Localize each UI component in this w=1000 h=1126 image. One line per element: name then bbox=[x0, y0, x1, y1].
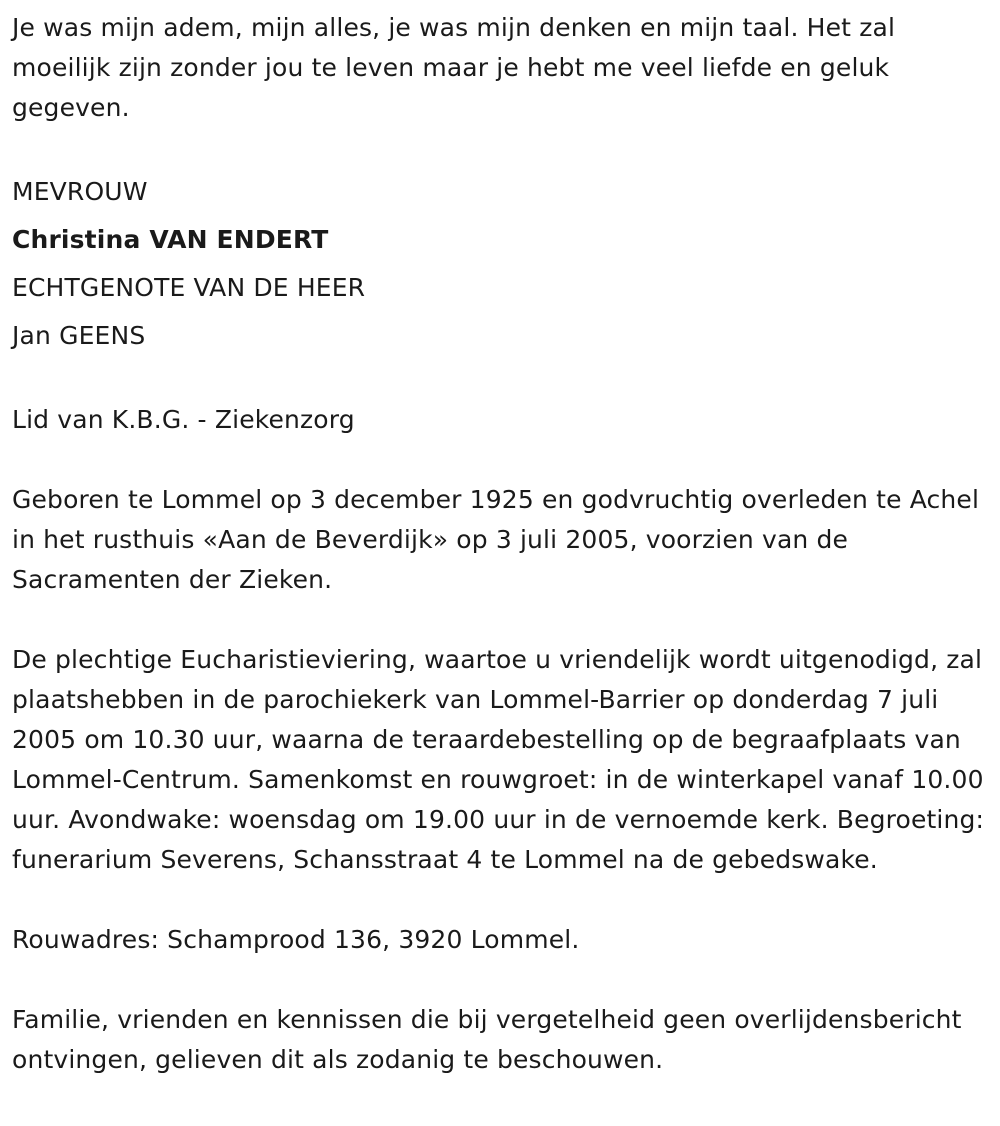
address-line: Rouwadres: Schamprood 136, 3920 Lommel. bbox=[12, 925, 580, 954]
membership-line: Lid van K.B.G. - Ziekenzorg bbox=[12, 405, 355, 434]
name-block bbox=[12, 168, 988, 360]
birth-death-paragraph: Geboren te Lommel op 3 december 1925 en godvruchtig overleden te Achel in het rusthuis «Aan de Beverdijk» op 3 juli 2005, voorzien van de Sacramenten der Zieken. bbox=[12, 485, 980, 594]
deceased-name: Christina VAN ENDERT bbox=[12, 225, 329, 254]
ceremony-paragraph: De plechtige Eucharistieviering, waartoe u vriendelijk wordt uitgenodigd, zal plaatshebben in de parochiekerk van Lommel-Barrier op donderdag 7 juli 2005 om 10.30 uur, waarna de teraardebestelling op de begraafplaats van Lommel-Centrum. Samenkomst en rouwgroet: in de winterkapel vanaf 10.00 uur. Avondwake: woensdag om 19.00 uur in de vernoemde kerk. Begroeting: funerarium Severens, Schansstraat 4 te Lommel na de gebedswake. bbox=[12, 645, 985, 874]
spouse-name: Jan GEENS bbox=[12, 321, 146, 350]
spouse-prefix: ECHTGENOTE VAN DE HEER bbox=[12, 273, 366, 302]
intro-verse: Je was mijn adem, mijn alles, je was mijn denken en mijn taal. Het zal moeilijk zijn zonder jou te leven maar je hebt me veel liefde en geluk gegeven. bbox=[12, 13, 896, 122]
title-prefix: MEVROUW bbox=[12, 177, 148, 206]
closing-paragraph: Familie, vrienden en kennissen die bij vergetelheid geen overlijdensbericht ontvingen, gelieven dit als zodanig te beschouwen. bbox=[12, 1005, 962, 1074]
